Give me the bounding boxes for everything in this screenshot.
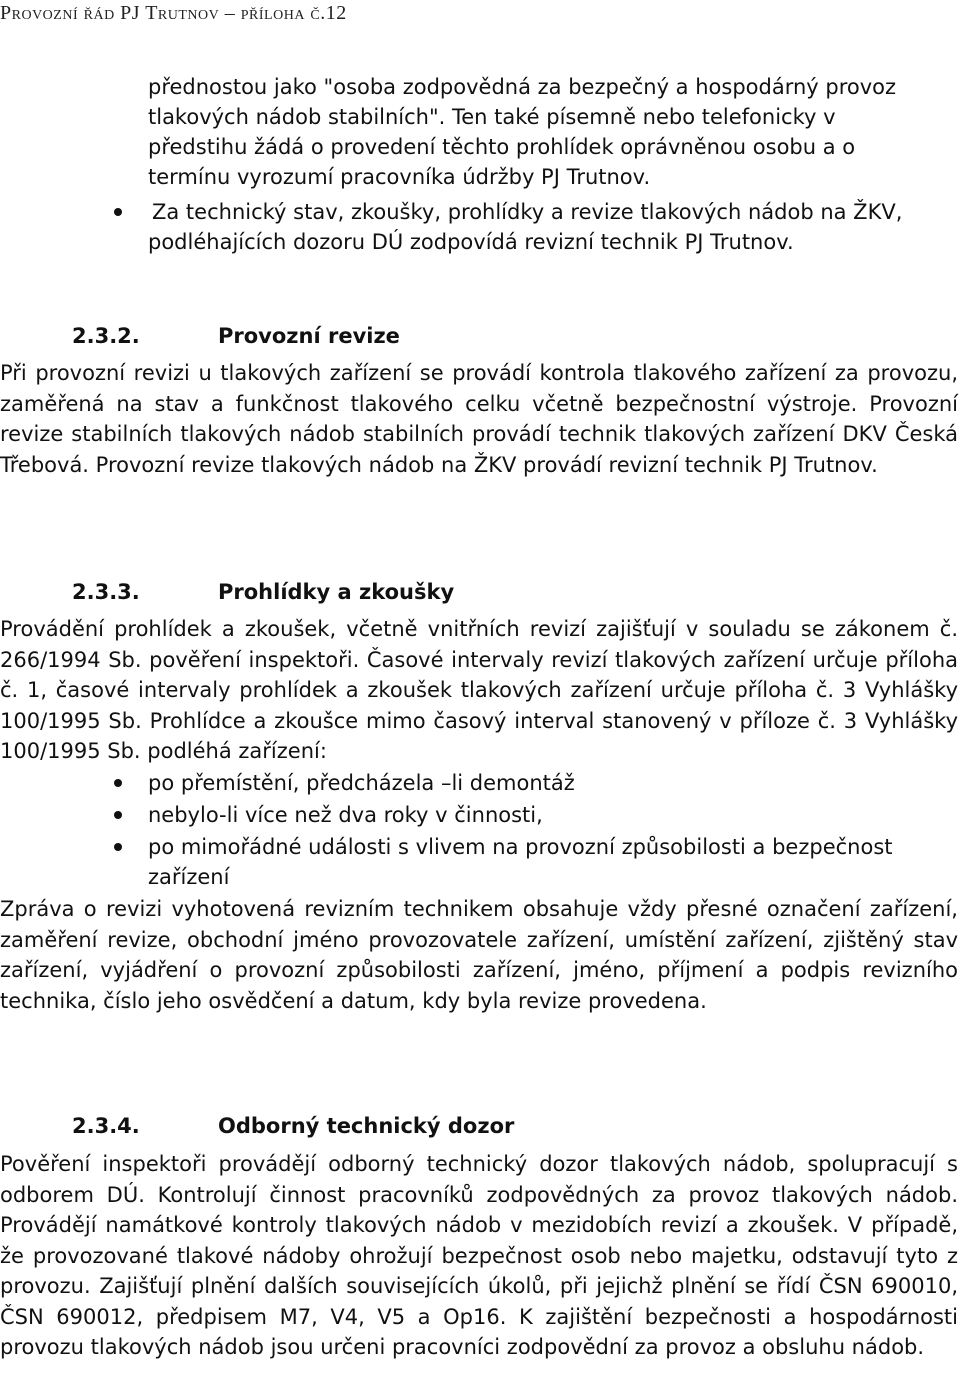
section-paragraph: Při provozní revizi u tlakových zařízení se provádí kontrola tlakového zařízení za provozu, zaměřená na stav a funkčnost tlakového celku včetně bezpečnostní výstroje. Provozní revize stabilních tlakových nádob stabilních provádí technik tlakových zařízení DKV Česká Třebová. Provozní revize tlakových nádob na ŽKV provádí revizní technik PJ Trutnov. xyxy=(0,361,958,477)
intro-line: tlakových nádob stabilních". Ten také písemně nebo telefonicky v xyxy=(148,105,836,129)
section-number: 2.3.4. xyxy=(72,1114,140,1138)
bullet-dot xyxy=(114,811,122,819)
section-number: 2.3.2. xyxy=(72,324,140,348)
section-paragraph: Pověření inspektoři provádějí odborný technický dozor tlakových nádob, spolupracují s odborem DÚ. Kontrolují činnost pracovníků zodpovědných za provoz tlakových nádob. Provádějí namátkové kontroly tlakových nádob v mezidobích revizí a zkoušek. V případě, že provozované tlakové nádoby ohrožují bezpečnost osob nebo majetku, odstavují tyto z provozu. Zajišťují plnění dalších souvisejících úkolů, při jejichž plnění se řídí ČSN 690010, ČSN 690012, předpisem M7, V4, V5 a Op16. K zajištění bezpečnosti a hospodárnosti provozu tlakových nádob jsou určeni pracovníci zodpovědní za provoz a obsluhu nádob. xyxy=(0,1152,958,1359)
section-paragraph: Zpráva o revizi vyhotovená revizním technikem obsahuje vždy přesné označení zařízení, zaměření revize, obchodní jméno provozovatele zařízení, umístění zařízení, zjištěný stav zařízení, vyjádření o provozní způsobilosti zařízení, jméno, příjmení a podpis revizního technika, číslo jeho osvědčení a datum, kdy byla revize provedena. xyxy=(0,897,958,1013)
intro-line: přednostou jako "osoba zodpovědná za bezpečný a hospodárný provoz xyxy=(148,75,897,99)
intro-line: předstihu žádá o provedení těchto prohlídek oprávněnou osobu a o xyxy=(148,135,856,159)
section-title: Odborný technický dozor xyxy=(218,1114,515,1138)
intro-line: termínu vyrozumí pracovníka údržby PJ Trutnov. xyxy=(148,165,651,189)
bullet-dot xyxy=(114,843,122,851)
section-number: 2.3.3. xyxy=(72,580,140,604)
list-item: zařízení xyxy=(148,865,230,889)
list-item: po přemístění, předcházela –li demontáž xyxy=(148,771,575,795)
list-item: po mimořádné události s vlivem na provozní způsobilosti a bezpečnost xyxy=(148,835,893,859)
bullet-line: Za technický stav, zkoušky, prohlídky a revize tlakových nádob na ŽKV, xyxy=(152,200,903,224)
bullet-dot xyxy=(114,779,122,787)
list-item: nebylo-li více než dva roky v činnosti, xyxy=(148,803,543,827)
section-paragraph: Provádění prohlídek a zkoušek, včetně vnitřních revizí zajišťují v souladu se zákonem č. 266/1994 Sb. pověření inspektoři. Časové intervaly revizí tlakových zařízení určuje příloha č. 1, časové intervaly prohlídek a zkoušek tlakových zařízení určuje příloha č. 3 Vyhlášky 100/1995 Sb. Prohlídce a zkoušce mimo časový interval stanovený v příloze č. 3 Vyhlášky 100/1995 Sb. podléhá zařízení: xyxy=(0,617,958,763)
page-header: Provozní řád PJ Trutnov – příloha č.12 xyxy=(0,2,347,24)
section-title: Provozní revize xyxy=(218,324,400,348)
bullet-dot xyxy=(114,208,122,216)
section-title: Prohlídky a zkoušky xyxy=(218,580,455,604)
bullet-line: podléhajících dozoru DÚ zodpovídá revizní technik PJ Trutnov. xyxy=(148,230,794,254)
